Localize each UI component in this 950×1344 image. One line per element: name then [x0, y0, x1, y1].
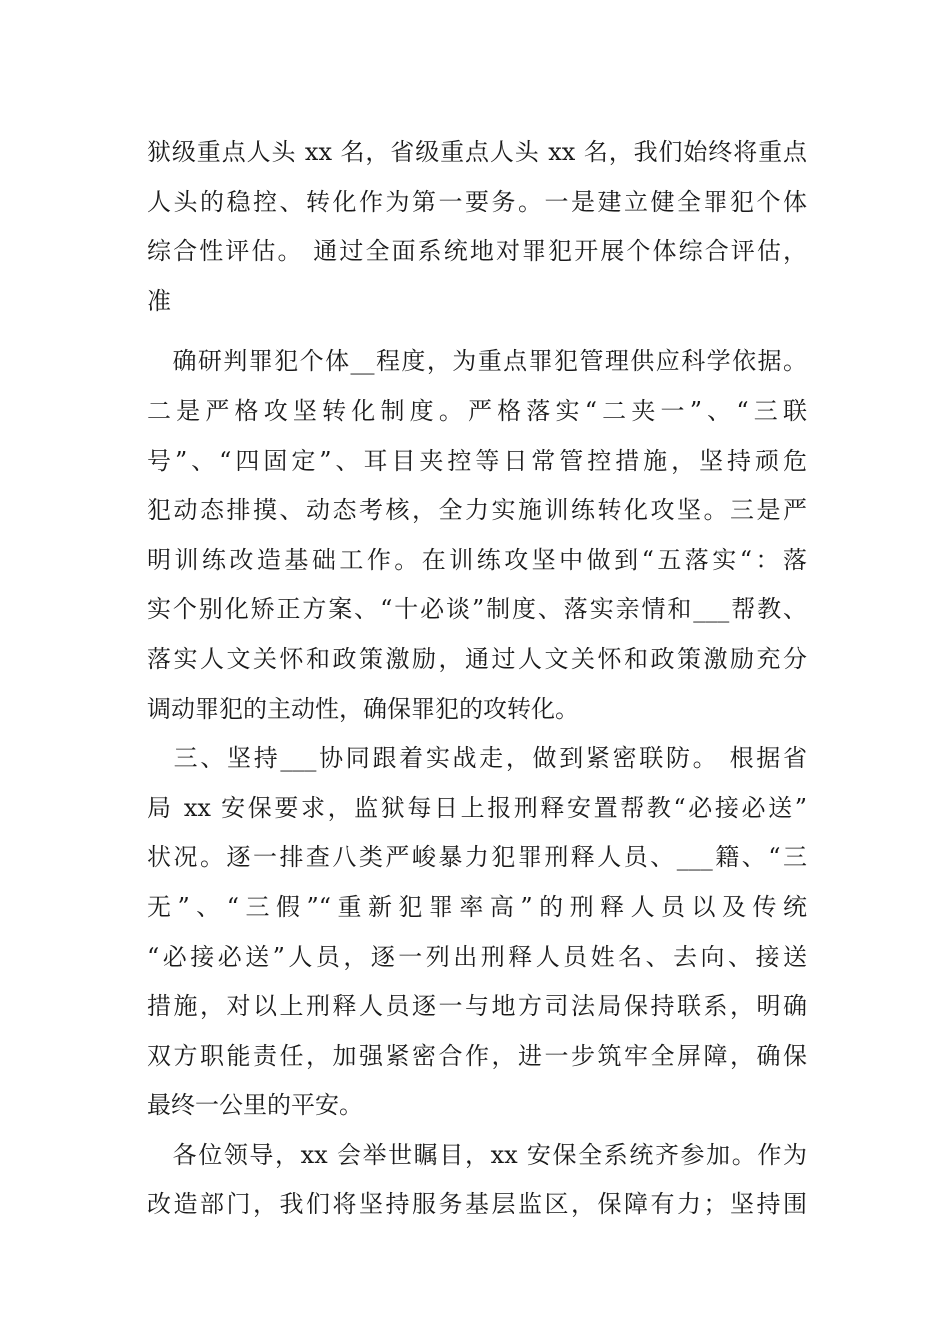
paragraph-2 — [147, 337, 807, 734]
text-line: 调动罪犯的主动性，确保罪犯的攻转化。 — [147, 694, 579, 723]
text-line: 实个别化矫正方案、“十必谈”制度、落实亲情和___帮教、 — [147, 595, 807, 624]
text-line: 准 — [147, 286, 171, 315]
text-line: 无”、“三假”“重新犯罪率高”的刑释人员以及传统 — [147, 892, 807, 921]
text-line: 确研判罪犯个体__程度，为重点罪犯管理供应科学依据。 — [147, 347, 807, 376]
text-line: 人头的稳控、转化作为第一要务。一是建立健全罪犯个体 — [147, 187, 807, 216]
text-line: 各位领导，xx 会举世瞩目，xx 安保全系统齐参加。作为 — [147, 1140, 807, 1169]
text-line: 三、坚持___协同跟着实战走，做到紧密联防。 根据省 — [147, 744, 807, 773]
text-line: 明训练改造基础工作。在训练攻坚中做到“五落实“：落 — [147, 545, 807, 574]
text-line: 落实人文关怀和政策激励，通过人文关怀和政策激励充分 — [147, 644, 807, 673]
text-line: 措施，对以上刑释人员逐一与地方司法局保持联系，明确 — [147, 992, 807, 1021]
text-line: 犯动态排摸、动态考核，全力实施训练转化攻坚。三是严 — [147, 496, 807, 525]
paragraph-4 — [147, 1131, 807, 1230]
text-line: 狱级重点人头 xx 名，省级重点人头 xx 名，我们始终将重点 — [147, 138, 807, 166]
document-body — [147, 128, 807, 1230]
text-line: 双方职能责任，加强紧密合作，进一步筑牢全屏障，确保 — [147, 1041, 807, 1070]
text-line: 局 xx 安保要求，监狱每日上报刑释安置帮教“必接必送” — [147, 793, 807, 822]
text-line: 号”、“四固定”、耳目夹控等日常管控措施，坚持顽危 — [147, 446, 807, 475]
text-line: 最终一公里的平安。 — [147, 1091, 363, 1120]
paragraph-3 — [147, 734, 807, 1131]
text-line: 改造部门，我们将坚持服务基层监区，保障有力；坚持围 — [147, 1190, 807, 1219]
text-line: “必接必送”人员，逐一列出刑释人员姓名、去向、接送 — [147, 942, 807, 971]
text-line: 状况。逐一排查八类严峻暴力犯罪刑释人员、___籍、“三 — [147, 843, 807, 872]
paragraph-1 — [147, 128, 807, 326]
text-line: 二是严格攻坚转化制度。严格落实“二夹一”、“三联 — [147, 396, 807, 425]
text-line: 综合性评估。 通过全面系统地对罪犯开展个体综合评估， — [147, 237, 807, 266]
